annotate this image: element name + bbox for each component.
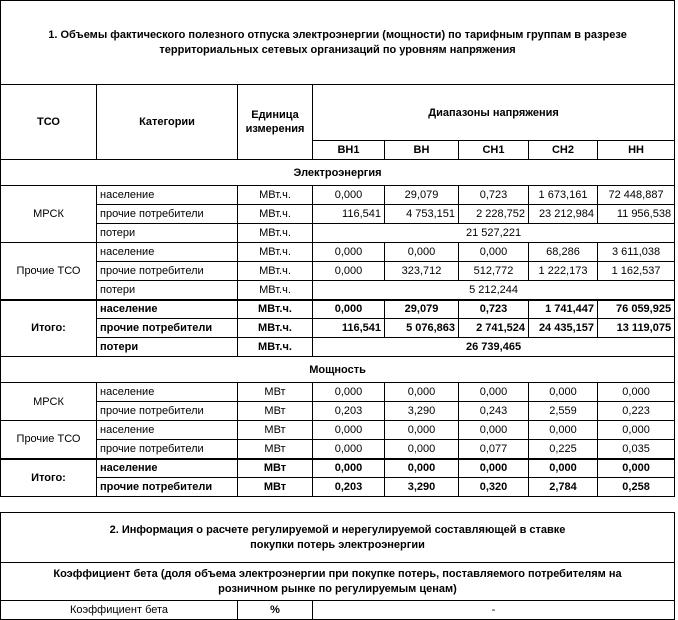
table-row	[1, 300, 675, 319]
unit-cell: МВт	[238, 402, 313, 421]
value-cell: 68,286	[529, 243, 598, 262]
value-cell: 2 741,524	[459, 319, 529, 338]
table-row	[1, 478, 675, 497]
value-cell: 0,320	[459, 478, 529, 497]
value-cell: 1 673,161	[529, 186, 598, 205]
value-cell: 0,000	[529, 459, 598, 478]
value-cell: 11 956,538	[598, 205, 675, 224]
table-row	[1, 459, 675, 478]
value-cell: 0,258	[598, 478, 675, 497]
value-cell: 13 119,075	[598, 319, 675, 338]
table-row	[1, 601, 675, 620]
level-header: НН	[598, 141, 675, 160]
unit-header: Единица измерения	[238, 85, 313, 160]
value-cell: 3,290	[385, 402, 459, 421]
value-cell: 0,000	[385, 243, 459, 262]
category-cell: население	[97, 186, 238, 205]
unit-cell: МВт	[238, 440, 313, 459]
value-cell: 3 611,038	[598, 243, 675, 262]
value-cell: 0,203	[313, 402, 385, 421]
value-cell: 0,000	[313, 300, 385, 319]
value-cell: 1 222,173	[529, 262, 598, 281]
category-cell: прочие потребители	[97, 205, 238, 224]
table-row	[1, 224, 675, 243]
value-cell: 0,223	[598, 402, 675, 421]
beta-unit: %	[238, 601, 313, 620]
category-cell: население	[97, 383, 238, 402]
value-cell: 116,541	[313, 205, 385, 224]
beta-header: Коэффициент бета (доля объема электроэнергии при покупке потерь, поставляемого потребителям на розничном рынке по регулируемым ценам)	[1, 563, 675, 601]
unit-cell: МВт.ч.	[238, 300, 313, 319]
value-cell: 0,000	[313, 186, 385, 205]
value-cell: 0,000	[598, 459, 675, 478]
category-cell: прочие потребители	[97, 262, 238, 281]
value-cell: 0,000	[313, 262, 385, 281]
energy-section-title: Электроэнергия	[1, 160, 675, 186]
unit-cell: МВт.ч.	[238, 319, 313, 338]
value-cell: 5 076,863	[385, 319, 459, 338]
value-cell: 0,723	[459, 300, 529, 319]
value-cell: 0,000	[598, 383, 675, 402]
losses-total-cell: 26 739,465	[313, 338, 675, 357]
category-cell: прочие потребители	[97, 319, 238, 338]
value-cell: 72 448,887	[598, 186, 675, 205]
voltage-ranges-header: Диапазоны напряжения	[313, 85, 675, 141]
value-cell: 0,225	[529, 440, 598, 459]
level-header: ВН	[385, 141, 459, 160]
power-section-title: Мощность	[1, 357, 675, 383]
value-cell: 0,203	[313, 478, 385, 497]
unit-cell: МВт.ч.	[238, 186, 313, 205]
value-cell: 0,000	[313, 383, 385, 402]
category-cell: прочие потребители	[97, 478, 238, 497]
tso-label: МРСК	[1, 383, 97, 421]
table-row	[1, 319, 675, 338]
table-row	[1, 205, 675, 224]
tso-label: МРСК	[1, 186, 97, 243]
beta-label: Коэффициент бета	[1, 601, 238, 620]
beta-coefficient-table	[0, 512, 675, 620]
table-row	[1, 186, 675, 205]
value-cell: 2,784	[529, 478, 598, 497]
category-cell: население	[97, 459, 238, 478]
value-cell: 0,077	[459, 440, 529, 459]
table-row	[1, 262, 675, 281]
value-cell: 29,079	[385, 186, 459, 205]
value-cell: 0,000	[529, 383, 598, 402]
value-cell: 0,000	[459, 459, 529, 478]
table-row	[1, 402, 675, 421]
table-row	[1, 383, 675, 402]
value-cell: 4 753,151	[385, 205, 459, 224]
value-cell: 0,723	[459, 186, 529, 205]
value-cell: 23 212,984	[529, 205, 598, 224]
category-cell: население	[97, 421, 238, 440]
total-label: Итого:	[1, 300, 97, 357]
table-row	[1, 440, 675, 459]
value-cell: 29,079	[385, 300, 459, 319]
value-cell: 3,290	[385, 478, 459, 497]
unit-cell: МВт.ч.	[238, 224, 313, 243]
value-cell: 0,000	[598, 421, 675, 440]
beta-value: -	[313, 601, 675, 620]
value-cell: 0,000	[459, 421, 529, 440]
category-header: Категории	[97, 85, 238, 160]
unit-cell: МВт	[238, 383, 313, 402]
value-cell: 0,000	[313, 421, 385, 440]
unit-cell: МВт.ч.	[238, 281, 313, 300]
value-cell: 0,000	[385, 421, 459, 440]
section2-title: 2. Информация о расчете регулируемой и нерегулируемой составляющей в ставке покупки потерь электроэнергии	[1, 513, 675, 563]
category-cell: потери	[97, 281, 238, 300]
unit-cell: МВт.ч.	[238, 243, 313, 262]
unit-cell: МВт.ч.	[238, 205, 313, 224]
unit-cell: МВт.ч.	[238, 338, 313, 357]
tso-label: Прочие ТСО	[1, 421, 97, 459]
unit-cell: МВт	[238, 478, 313, 497]
tso-label: Прочие ТСО	[1, 243, 97, 300]
category-cell: потери	[97, 224, 238, 243]
value-cell: 0,243	[459, 402, 529, 421]
value-cell: 512,772	[459, 262, 529, 281]
value-cell: 0,000	[313, 243, 385, 262]
value-cell: 0,000	[459, 243, 529, 262]
table-row	[1, 281, 675, 300]
value-cell: 116,541	[313, 319, 385, 338]
table-row	[1, 243, 675, 262]
value-cell: 76 059,925	[598, 300, 675, 319]
level-header: СН1	[459, 141, 529, 160]
unit-cell: МВт	[238, 421, 313, 440]
table-row	[1, 338, 675, 357]
value-cell: 0,000	[385, 383, 459, 402]
value-cell: 0,000	[385, 440, 459, 459]
losses-total-cell: 21 527,221	[313, 224, 675, 243]
value-cell: 0,035	[598, 440, 675, 459]
value-cell: 2 228,752	[459, 205, 529, 224]
tso-header: ТСО	[1, 85, 97, 160]
level-header: СН2	[529, 141, 598, 160]
value-cell: 0,000	[459, 383, 529, 402]
value-cell: 0,000	[313, 459, 385, 478]
level-header: ВН1	[313, 141, 385, 160]
category-cell: население	[97, 300, 238, 319]
losses-total-cell: 5 212,244	[313, 281, 675, 300]
total-label: Итого:	[1, 459, 97, 497]
value-cell: 2,559	[529, 402, 598, 421]
value-cell: 0,000	[313, 440, 385, 459]
value-cell: 0,000	[385, 459, 459, 478]
value-cell: 1 162,537	[598, 262, 675, 281]
category-cell: население	[97, 243, 238, 262]
category-cell: прочие потребители	[97, 402, 238, 421]
value-cell: 0,000	[529, 421, 598, 440]
value-cell: 24 435,157	[529, 319, 598, 338]
category-cell: потери	[97, 338, 238, 357]
unit-cell: МВт.ч.	[238, 262, 313, 281]
section1-title: 1. Объемы фактического полезного отпуска электроэнергии (мощности) по тарифным группам в разрезе территориальных сетевых организаций по уровням напряжения	[1, 1, 675, 85]
unit-cell: МВт	[238, 459, 313, 478]
value-cell: 1 741,447	[529, 300, 598, 319]
category-cell: прочие потребители	[97, 440, 238, 459]
value-cell: 323,712	[385, 262, 459, 281]
table-row	[1, 421, 675, 440]
